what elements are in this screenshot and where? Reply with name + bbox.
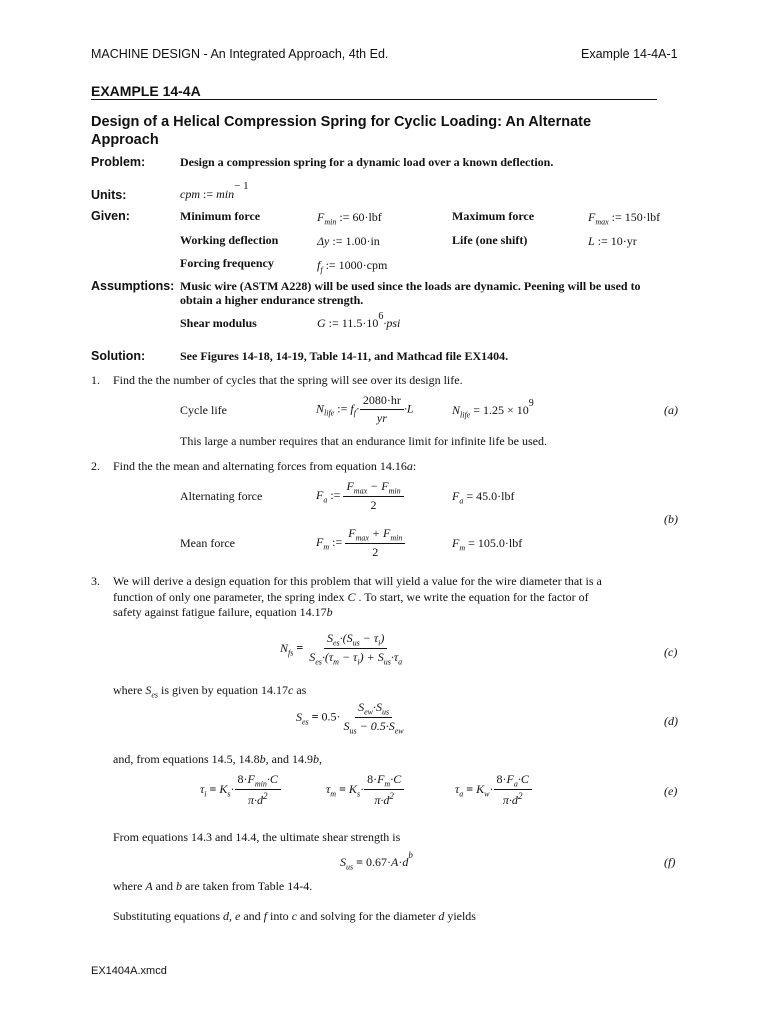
mean-force-var: F [316,534,324,549]
max-force-value: := 150·lbf [611,210,661,224]
step1-text: Find the the number of cycles that the spring will see over its design life. [113,373,463,387]
where-ab-text [113,879,312,894]
cycle-life-result-sub: life [460,410,471,420]
life-var: L [588,234,595,248]
ultimate-shear-text: From equations 14.3 and 14.4, the ultimate shear strength is [113,830,401,844]
shear-modulus-label: Shear modulus [180,316,257,330]
tau-i-equation: $\tau_i = K_s\cdot$ $\frac{8\cdot F_{min}\cdot C}{\pi\cdot d^2}$ [200,772,281,808]
deflection-value: := 1.00·in [332,234,380,248]
shear-var: G [317,316,326,330]
substituting-text [113,909,476,924]
min-force-sub: min [324,217,337,227]
cycle-life-fraction [360,393,404,426]
step2-number: 2. [91,459,100,473]
where-ses-a: where [113,683,143,697]
cycle-life-f: f [350,401,354,416]
alt-result-var: F [452,489,460,503]
header-example-ref: Example 14-4A-1 [581,47,678,61]
mean-num-sub1: max [355,533,369,543]
forcing-var: f [317,258,321,272]
life-label: Life (one shift) [452,233,528,247]
cycle-life-result [452,398,534,420]
footer-filename: EX1404A.xmcd [91,965,167,977]
subst-a: Substituting equations [113,909,221,923]
units-equation [180,180,249,202]
example-underline [91,99,657,100]
eq-tag-b: (b) [664,512,678,526]
subst-and: and [243,909,261,923]
solution-label: Solution: [91,349,146,363]
alt-force-equation [316,479,404,513]
and-from-b2: b [312,752,319,766]
and-from-text [113,752,322,767]
eq-tag-d: (d) [664,714,678,728]
life-eq [588,234,637,249]
step1-note: This large a number requires that an endurance limit for infinite life be used. [180,434,547,448]
eq-tag-e: (e) [664,784,678,798]
mean-force-equation [316,526,405,560]
step3-line2 [113,590,589,605]
min-force-eq [317,210,382,226]
alt-num-sub2: min [388,486,401,496]
alt-force-numerator [343,479,403,497]
step3-line2-c: C [347,590,356,604]
max-force-eq [588,210,660,226]
cycle-life-lhs: N [316,401,325,416]
cycle-life-tail: ·L [403,401,414,416]
units-lhs: cpm [180,187,200,201]
where-ab-a: where [113,879,143,893]
assumptions-label: Assumptions: [91,279,175,293]
shear-exp: 6 [378,311,384,322]
subst-diameter: d [438,909,445,923]
mean-force-result [452,536,522,552]
step3-line3-a: safety against fatigue failure, equation 14.17 [113,605,327,619]
step3-line3-b: b [326,605,333,619]
min-force-value: := 60·lbf [339,210,382,224]
where-ab-A: A [145,879,153,893]
forcing-label: Forcing frequency [180,256,274,270]
subst-solve: and solving for the diameter [300,909,436,923]
where-ses-text [113,683,306,699]
alt-force-result [452,489,514,505]
cycle-life-result-var: N [452,403,461,417]
eq-tag-c: (c) [664,645,678,659]
assumptions-line1: Music wire (ASTM A228) will be used since the loads are dynamic. Peening will be used to [180,279,641,293]
cycle-life-result-exp: 9 [528,398,534,409]
alt-force-var: F [316,487,324,502]
alt-force-fraction [343,479,403,513]
subst-yields: yields [447,909,476,923]
where-ses-var: S [145,683,152,697]
subst-into: into [270,909,289,923]
where-ab-and: and [155,879,173,893]
cycle-life-label: Cycle life [180,403,227,417]
alt-num-f1: F [346,479,354,493]
cycle-life-lhs-sub: life [324,408,335,418]
units-assign: := [203,187,214,201]
mean-result-sub: m [459,543,466,553]
mean-force-assign: := [332,534,343,549]
alt-result-value: = 45.0·lbf [466,489,515,503]
step3-line2-b: . To start, we write the equation for the factor of [358,590,589,604]
mean-force-fraction [345,526,405,560]
alt-result-sub: a [459,496,464,506]
mean-result-var: F [452,536,460,550]
subst-comma: , [229,909,233,923]
and-from-mid: , and 14.9 [265,752,313,766]
max-force-sub: max [595,217,609,227]
units-rhs: min [216,187,235,201]
min-force-label: Minimum force [180,209,261,223]
alt-num-sub1: max [353,486,368,496]
alt-force-assign: := [330,487,341,502]
subst-f: f [263,909,268,923]
cycle-life-assign: := [337,401,348,416]
and-from-a: and, from equations 14.5, 14.8 [113,752,260,766]
max-force-label: Maximum force [452,209,535,223]
mean-num-f1: F [348,526,356,540]
forcing-sub: f [320,265,323,275]
header-book-title: MACHINE DESIGN - An Integrated Approach, 4th Ed. [91,47,389,61]
forcing-value: := 1000·cpm [325,258,388,272]
deflection-label: Working deflection [180,233,279,247]
solution-text: See Figures 14-18, 14-19, Table 14-11, and Mathcad file EX1404. [180,349,509,363]
shear-value: := 11.5·10 [328,316,379,330]
step2-text-italic: a [406,459,413,473]
where-ses-sub: es [151,690,158,700]
subst-d: d [223,909,230,923]
subst-c: c [291,909,298,923]
shear-unit: ·psi [383,316,401,330]
cycle-life-numerator: 2080·hr [360,393,404,410]
sus-equation: $S_{us} = 0.67\cdot A\cdot d^b$ [340,850,413,872]
given-label: Given: [91,209,130,223]
shear-modulus-eq [317,311,401,331]
mean-num-op: + F [368,526,391,540]
where-ab-b: b [176,879,182,893]
where-ses-b: is given by equation 14.17 [161,683,288,697]
example-label: EXAMPLE 14-4A [91,83,201,99]
deflection-eq [317,234,380,249]
forcing-eq [317,258,387,274]
cycle-life-result-value: = 1.25 × 10 [473,403,529,417]
ses-equation: $S_{es} = 0.5\cdot$ $\frac{S_{ew}\cdot S_{us}}{S_{us} - 0.5\cdot S_{ew}}$ [296,700,404,736]
units-label: Units: [91,188,127,202]
cycle-life-denominator: yr [376,411,387,425]
min-force-var: F [317,210,325,224]
deflection-var: Δy [317,234,330,248]
problem-label: Problem: [91,155,146,169]
mean-force-numerator [345,526,405,544]
alt-force-label: Alternating force [180,489,263,503]
step2-text-main: Find the the mean and alternating forces from equation 14.16 [113,459,407,473]
max-force-var: F [588,210,596,224]
mean-force-label: Mean force [180,536,235,550]
assumptions-line2: obtain a higher endurance strength. [180,293,364,307]
page-title [91,113,651,149]
step2-text-end: : [412,459,417,473]
mean-force-denominator: 2 [372,545,379,560]
and-from-b1: b [259,752,266,766]
step2-text [113,459,416,474]
step3-number: 3. [91,574,100,588]
mean-num-sub2: min [390,533,403,543]
alt-num-op: − F [367,479,389,493]
alt-force-sub: a [323,495,328,505]
where-ab-end: are taken from Table 14-4. [185,879,313,893]
alt-force-denominator: 2 [370,498,377,513]
eq-tag-f: (f) [664,855,676,869]
step3-line1: We will derive a design equation for this problem that will yield a value for the wire diameter that is a [113,574,602,588]
page-title-text: Design of a Helical Compression Spring for Cyclic Loading: An Alternate Approach [91,114,592,148]
where-ses-as: as [296,683,307,697]
and-from-end: , [318,752,322,766]
mean-result-value: = 105.0·lbf [468,536,523,550]
cycle-life-equation: $N_{life}$ := $f_f\cdot$ $\frac{2080\cdot hr}{yr}$ ·L [316,393,414,425]
step3-line3 [113,605,333,620]
step3-line2-a: function of only one parameter, the spring index [113,590,345,604]
safety-factor-equation: $N_{fs}$ = $\frac{S_{es}\cdot(S_{us} - \tau_i)}{S_{es}\cdot(\tau_m - \tau_i) + S_{us}\cdot\tau_a}$ [280,631,403,667]
tau-m-equation: $\tau_m = K_s\cdot$ $\frac{8\cdot F_m\cdot C}{\pi\cdot d^2}$ [326,772,404,808]
cycle-life-f-sub: f [353,408,356,418]
life-value: := 10·yr [597,234,637,248]
subst-e: e [235,909,241,923]
problem-text: Design a compression spring for a dynamic load over a known deflection. [180,155,554,169]
units-exponent: − 1 [234,180,249,192]
eq-tag-a: (a) [664,403,678,417]
tau-a-equation: $\tau_a = K_w\cdot$ $\frac{8\cdot F_a\cdot C}{\pi\cdot d^2}$ [455,772,532,808]
mean-force-sub: m [323,542,330,552]
step1-number: 1. [91,373,100,387]
where-ses-c: c [287,683,294,697]
